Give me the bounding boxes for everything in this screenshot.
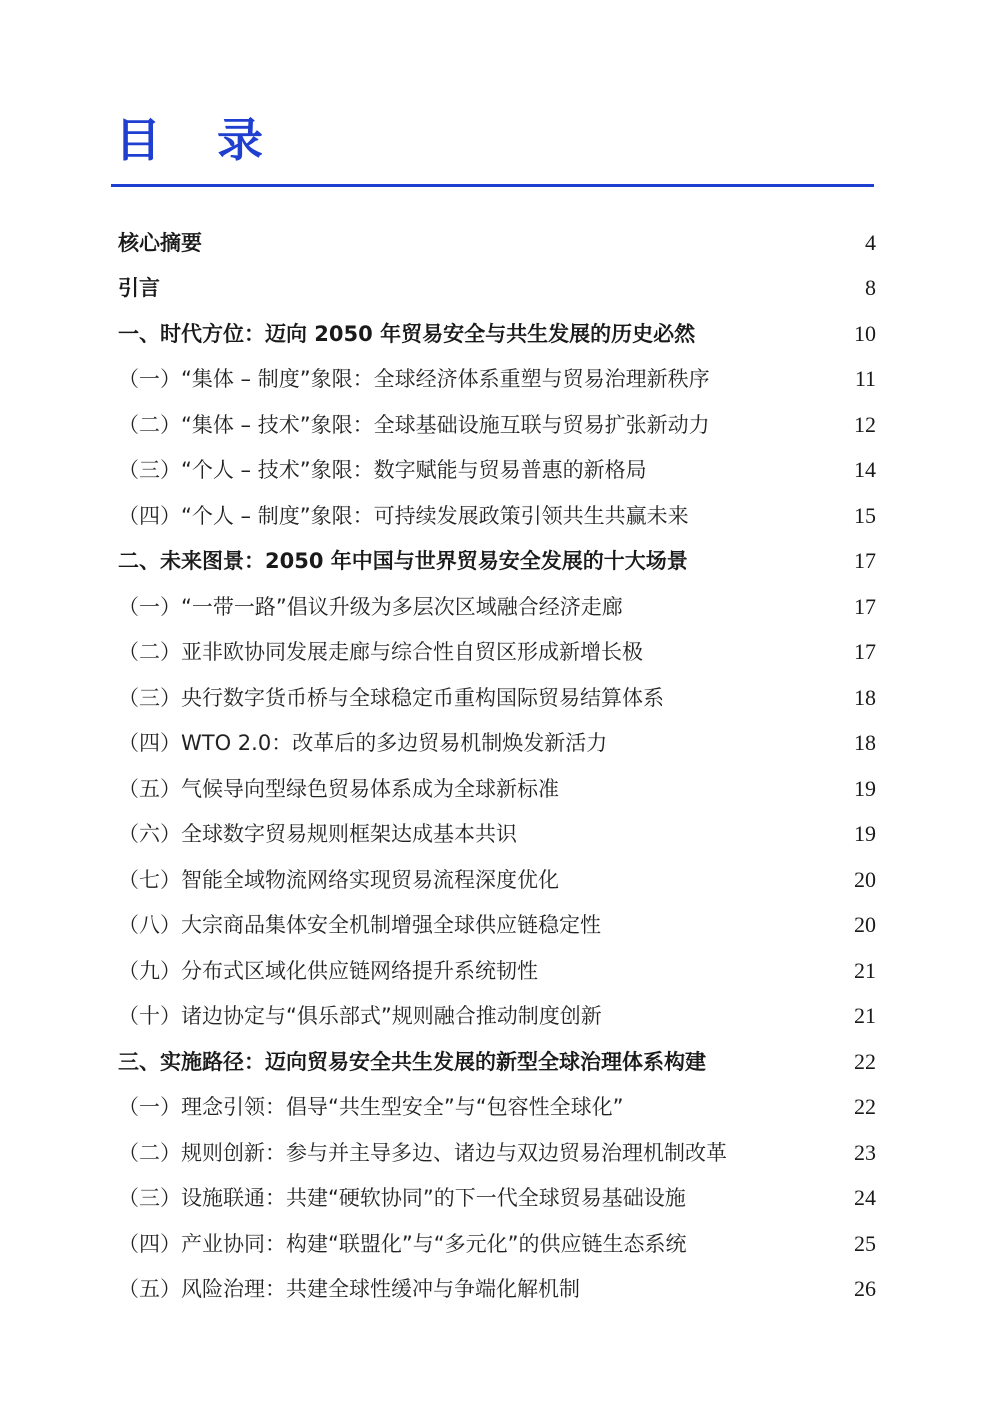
- toc-page-number[interactable]: 21: [854, 957, 876, 983]
- toc-chapter-entry[interactable]: [118, 220, 876, 266]
- toc-page-number[interactable]: 11: [854, 366, 876, 392]
- toc-section-entry[interactable]: [118, 994, 876, 1040]
- title-divider: [111, 184, 874, 187]
- toc-section-entry[interactable]: [118, 584, 876, 630]
- toc-page-number[interactable]: 23: [854, 1139, 876, 1165]
- toc-section-entry[interactable]: [118, 1267, 876, 1313]
- toc-entry-title[interactable]: （二）亚非欧协同发展走廊与综合性自贸区形成新增长极: [118, 640, 643, 665]
- toc-page-number[interactable]: 15: [854, 502, 876, 528]
- toc-entry-title[interactable]: 一、时代方位：迈向 2050 年贸易安全与共生发展的历史必然: [118, 321, 696, 346]
- toc-section-entry[interactable]: [118, 448, 876, 494]
- toc-page-number[interactable]: 24: [854, 1185, 876, 1211]
- toc-page-number[interactable]: 17: [854, 548, 876, 574]
- toc-page-number[interactable]: 4: [865, 229, 876, 255]
- toc-section-entry[interactable]: [118, 675, 876, 721]
- toc-entry-title[interactable]: （四）WTO 2.0：改革后的多边贸易机制焕发新活力: [118, 731, 608, 756]
- toc-entry-title[interactable]: （五）风险治理：共建全球性缓冲与争端化解机制: [118, 1277, 580, 1302]
- toc-page-number[interactable]: 21: [854, 1003, 876, 1029]
- toc-entry-title[interactable]: 二、未来图景：2050 年中国与世界贸易安全发展的十大场景: [118, 549, 688, 574]
- toc-entry-title[interactable]: 引言: [118, 276, 160, 301]
- toc-page-number[interactable]: 26: [854, 1276, 876, 1302]
- toc-entry-title[interactable]: （四）“个人 – 制度”象限：可持续发展政策引领共生共赢未来: [118, 503, 689, 528]
- toc-chapter-entry[interactable]: [118, 266, 876, 312]
- toc-page-number[interactable]: 25: [854, 1230, 876, 1256]
- toc-section-entry[interactable]: [118, 493, 876, 539]
- page-title: 目 录: [115, 113, 284, 167]
- toc-section-entry[interactable]: [118, 903, 876, 949]
- toc-entry-title[interactable]: （一）“一带一路”倡议升级为多层次区域融合经济走廊: [118, 594, 623, 619]
- toc-entry-title[interactable]: （二）“集体 – 技术”象限：全球基础设施互联与贸易扩张新动力: [118, 412, 710, 437]
- toc-section-entry[interactable]: [118, 402, 876, 448]
- toc-page-number[interactable]: 22: [854, 1048, 876, 1074]
- toc-entry-title[interactable]: （五）气候导向型绿色贸易体系成为全球新标准: [118, 776, 559, 801]
- toc-page-number[interactable]: 20: [854, 912, 876, 938]
- toc-section-entry[interactable]: [118, 721, 876, 767]
- toc-page-number[interactable]: 19: [854, 821, 876, 847]
- toc-page-number[interactable]: 20: [854, 866, 876, 892]
- toc-section-entry[interactable]: [118, 630, 876, 676]
- toc-chapter-entry[interactable]: [118, 1039, 876, 1085]
- toc-entry-title[interactable]: （八）大宗商品集体安全机制增强全球供应链稳定性: [118, 913, 601, 938]
- toc-entry-title[interactable]: （九）分布式区域化供应链网络提升系统韧性: [118, 958, 538, 983]
- toc-section-entry[interactable]: [118, 948, 876, 994]
- toc-page-number[interactable]: 14: [854, 457, 876, 483]
- toc-entry-title[interactable]: （三）设施联通：共建“硬软协同”的下一代全球贸易基础设施: [118, 1186, 686, 1211]
- toc-section-entry[interactable]: [118, 357, 876, 403]
- toc-entry-title[interactable]: （一）“集体 – 制度”象限：全球经济体系重塑与贸易治理新秩序: [118, 367, 710, 392]
- toc-entry-title[interactable]: （七）智能全域物流网络实现贸易流程深度优化: [118, 867, 559, 892]
- table-of-contents: [118, 220, 876, 1312]
- toc-page-number[interactable]: 19: [854, 775, 876, 801]
- toc-entry-title[interactable]: （六）全球数字贸易规则框架达成基本共识: [118, 822, 517, 847]
- toc-entry-title[interactable]: 三、实施路径：迈向贸易安全共生发展的新型全球治理体系构建: [118, 1049, 706, 1074]
- toc-page-number[interactable]: 17: [854, 593, 876, 619]
- toc-page-number[interactable]: 12: [854, 411, 876, 437]
- toc-section-entry[interactable]: [118, 1176, 876, 1222]
- toc-entry-title[interactable]: （三）“个人 – 技术”象限：数字赋能与贸易普惠的新格局: [118, 458, 647, 483]
- toc-chapter-entry[interactable]: [118, 311, 876, 357]
- toc-page-number[interactable]: 18: [854, 730, 876, 756]
- toc-section-entry[interactable]: [118, 1130, 876, 1176]
- toc-page-number[interactable]: 17: [854, 639, 876, 665]
- toc-entry-title[interactable]: （三）央行数字货币桥与全球稳定币重构国际贸易结算体系: [118, 685, 664, 710]
- toc-section-entry[interactable]: [118, 1085, 876, 1131]
- toc-chapter-entry[interactable]: [118, 539, 876, 585]
- toc-section-entry[interactable]: [118, 812, 876, 858]
- toc-entry-title[interactable]: （十）诸边协定与“俱乐部式”规则融合推动制度创新: [118, 1004, 602, 1029]
- toc-page-number[interactable]: 22: [854, 1094, 876, 1120]
- toc-section-entry[interactable]: [118, 766, 876, 812]
- toc-page-number[interactable]: 8: [865, 275, 876, 301]
- toc-page-number[interactable]: 18: [854, 684, 876, 710]
- toc-entry-title[interactable]: 核心摘要: [118, 230, 202, 255]
- toc-entry-title[interactable]: （二）规则创新：参与并主导多边、诸边与双边贸易治理机制改革: [118, 1140, 727, 1165]
- toc-section-entry[interactable]: [118, 857, 876, 903]
- toc-entry-title[interactable]: （四）产业协同：构建“联盟化”与“多元化”的供应链生态系统: [118, 1231, 687, 1256]
- toc-entry-title[interactable]: （一）理念引领：倡导“共生型安全”与“包容性全球化”: [118, 1095, 624, 1120]
- toc-section-entry[interactable]: [118, 1221, 876, 1267]
- toc-page-number[interactable]: 10: [854, 320, 876, 346]
